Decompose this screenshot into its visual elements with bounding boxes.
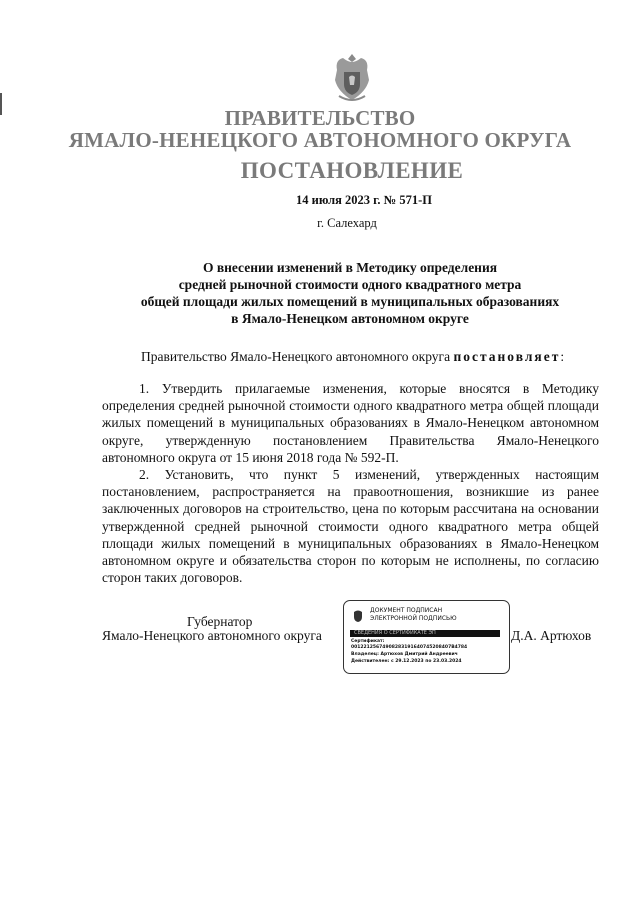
stamp-cert-label: Сертификат:: [351, 639, 385, 644]
electronic-signature-stamp: [343, 600, 510, 674]
paragraph-1: 1. Утвердить прилагаемые изменения, которые вносятся в Методику определения средней рыночной стоимости одного квадратного метра общей площади жилых помещений в муниципальных образованиях в Ямало-Ненецком автономном округе, утвержденную постановлением Правительства Ямало-Ненецкого автономного округа от 15 июня 2018 года № 592-П.: [102, 381, 599, 465]
paragraph-2: 2. Установить, что пункт 5 изменений, утвержденных настоящим постановлением, распространяется на правоотношения, возникшие из ранее заключенных договоров на строительство, цена по которым рассчитана на основании утвержденной средней рыночной стоимости одного квадратного метра общей площади жилых помещений в муниципальных образованиях в Ямало-Ненецком автономном округе и обязательства сторон по которым не исполнены, по согласию сторон таких договоров.: [102, 467, 599, 586]
city: г. Салехард: [317, 216, 377, 230]
stamp-validity: Действителен: с 29.12.2023 по 23.03.2024: [351, 659, 462, 664]
preamble-emphasis: постановляет: [453, 349, 561, 364]
preamble-end: :: [560, 349, 565, 364]
document-type: ПОСТАНОВЛЕНИЕ: [240, 158, 464, 183]
stamp-emblem-icon: [352, 609, 364, 623]
org-title-line1: ПРАВИТЕЛЬСТВО: [224, 106, 416, 130]
document-body: [102, 380, 599, 586]
subject-line: в Ямало-Ненецком автономном округе: [231, 311, 469, 326]
preamble: [141, 349, 564, 365]
subject-line: средней рыночной стоимости одного квадратного метра: [178, 277, 522, 292]
subject-line: О внесении изменений в Методику определения: [202, 260, 498, 275]
subject-heading: [100, 259, 600, 327]
date-number: 14 июля 2023 г. № 571-П: [296, 193, 432, 207]
subject-line: общей площади жилых помещений в муниципальных образованиях: [140, 294, 560, 309]
signatory-title-line2: Ямало-Ненецкого автономного округа: [102, 628, 322, 643]
stamp-title-line2: ЭЛЕКТРОННОЙ ПОДПИСЬЮ: [370, 615, 457, 622]
signatory-name: Д.А. Артюхов: [511, 628, 592, 643]
preamble-text: Правительство Ямало-Ненецкого автономного округа: [141, 349, 454, 364]
stamp-owner: Владелец: Артюхов Дмитрий Андреевич: [351, 652, 458, 657]
signatory-title-line1: Губернатор: [187, 614, 253, 629]
stamp-band: СВЕДЕНИЯ О СЕРТИФИКАТЕ ЭП: [350, 630, 500, 637]
org-title-line2: ЯМАЛО-НЕНЕЦКОГО АВТОНОМНОГО ОКРУГА: [68, 128, 572, 152]
coat-of-arms-icon: [329, 52, 375, 104]
stamp-cert-number: 00122125674908283191640745208407B4784: [351, 645, 468, 650]
stamp-title-line1: ДОКУМЕНТ ПОДПИСАН: [370, 607, 443, 614]
stamp-title: [370, 607, 457, 623]
